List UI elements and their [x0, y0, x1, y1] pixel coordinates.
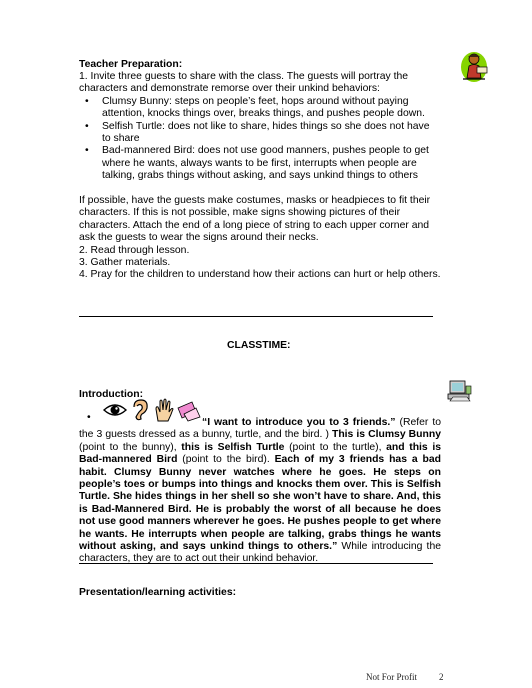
costumes-paragraph: If possible, have the guests make costumes, masks or headpieces to fit their characters. If this is not possible, make signs showing pictures of their characters. Attach the end of a long piece of string to each upper corner and ask the guests to wear the signs around their necks.: [79, 195, 431, 244]
intro-bold: and this is Bad-mannered Bird: [79, 441, 442, 466]
intro-bold: this is Selfish Turtle: [181, 441, 285, 453]
teacher-preparation-heading: Teacher Preparation:: [79, 59, 183, 70]
intro-text: (Refer to the 3 guests dressed as a bunny, turtle, and the bird. ): [79, 417, 442, 441]
intro-bold: This is Clumsy Bunny: [331, 429, 441, 441]
introduction-heading: Introduction:: [79, 389, 144, 400]
intro-text: (point to the turtle),: [284, 441, 387, 453]
prep-costumes: [79, 195, 441, 282]
character-list: [79, 96, 441, 183]
intro-bold: Each of my 3 friends has a bad habit. Clumsy Bunny never watches where he goes. He steps on people’s toes or bumps into things and knocks them over. This is Selfish Turtle. She hides things in her shell so she won’t have to share. And, this is Bad-Mannered Bird. He is probably the worst of all because he does not use good manners wherever he goes. He pushes people to get where he wants. He interrupts when people are talking, grabs things he wants without asking, and says unkind things to others.”: [79, 454, 442, 553]
presentation-heading: Presentation/learning activities:: [79, 587, 237, 598]
prep-step-1: 1. Invite three guests to share with the class. The guests will portray the characters and demonstrate remorse over their unkind behaviors:: [79, 71, 409, 95]
page-number: 2: [439, 672, 444, 682]
teacher-preparation-body: [79, 71, 441, 183]
divider: [79, 316, 433, 317]
list-item: • Selfish Turtle: does not like to share, hides things so she does not have to share: [79, 121, 441, 146]
computer-icon: [447, 380, 473, 404]
prep-step: 4. Pray for the children to understand how their actions can hurt or help others.: [79, 269, 441, 281]
introduction-paragraph: [79, 417, 441, 566]
prep-step: 2. Read through lesson.: [79, 244, 190, 256]
intro-bullet: •: [87, 412, 91, 423]
footer: [366, 672, 444, 682]
list-item: • Bad-mannered Bird: does not use good manners, pushes people to get where he wants, always wants to be first, interrupts when people are talking, grabs things without asking, and says unkind things to others: [79, 145, 441, 182]
footer-label: Not For Profit: [366, 672, 418, 682]
divider: [79, 563, 433, 564]
list-item: • Clumsy Bunny: steps on people’s feet, hops around without paying attention, knocks things over, breaks things, and pushes people down.: [79, 96, 441, 121]
teacher-icon: [459, 48, 491, 84]
intro-text: (point to the bunny),: [79, 441, 182, 453]
prep-step: 3. Gather materials.: [79, 257, 171, 269]
intro-text: While introducing the characters, they are to act out their unkind behavior.: [79, 541, 442, 565]
intro-quote: “I want to introduce you to 3 friends.”: [202, 417, 396, 428]
classtime-heading: CLASSTIME:: [227, 340, 291, 351]
intro-text: (point to the bird).: [177, 454, 275, 466]
